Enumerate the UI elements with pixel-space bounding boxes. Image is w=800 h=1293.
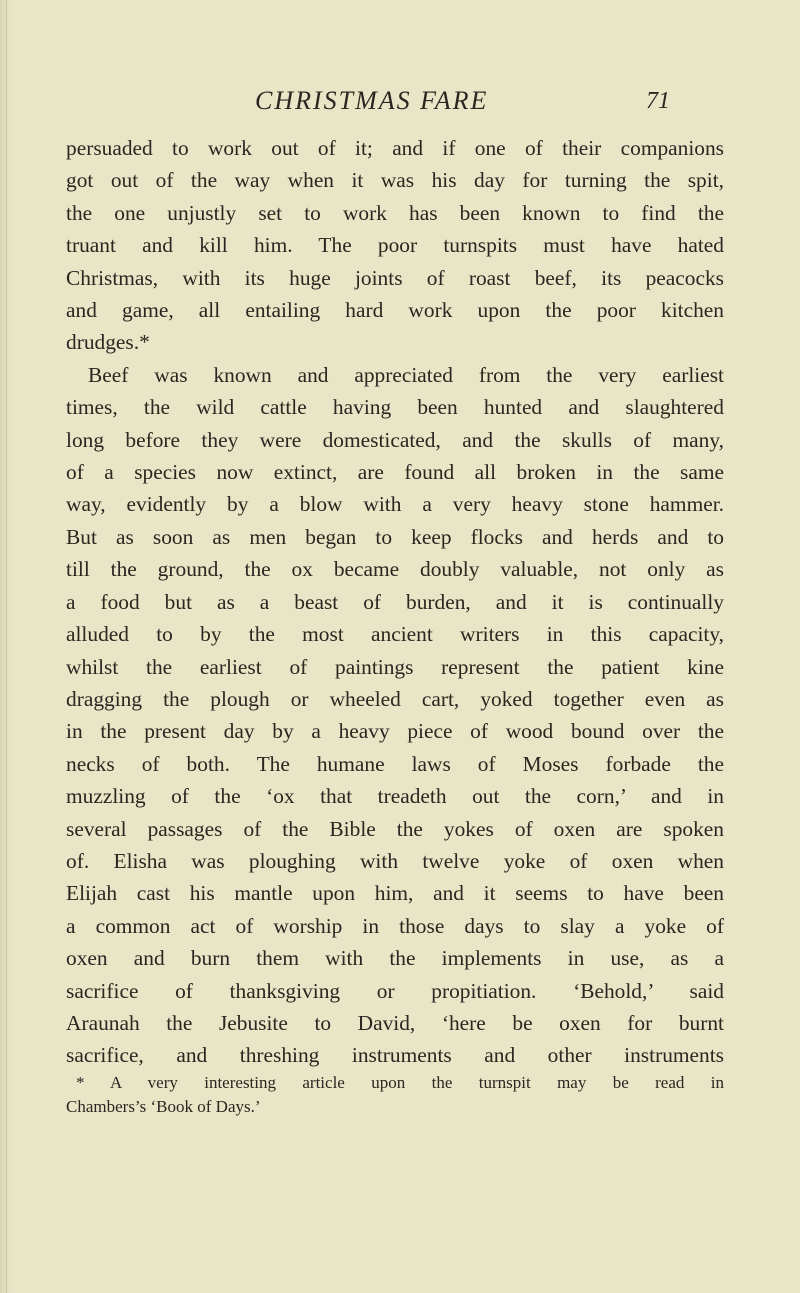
- body-line: sacrifice of thanksgiving or propitiation. ‘Behold,’ said: [66, 978, 724, 1003]
- body-line: of. Elisha was ploughing with twelve yoke of oxen when: [66, 848, 724, 873]
- body-line: Araunah the Jebusite to David, ‘here be oxen for burnt: [66, 1010, 724, 1035]
- body-line: the one unjustly set to work has been known to find the: [66, 200, 724, 225]
- body-line: times, the wild cattle having been hunted and slaughtered: [66, 395, 724, 420]
- body-line: till the ground, the ox became doubly valuable, not only as: [66, 557, 724, 582]
- body-line: oxen and burn them with the implements in use, as a: [66, 946, 724, 971]
- body-line: truant and kill him. The poor turnspits must have hated: [66, 233, 724, 258]
- body-line: necks of both. The humane laws of Moses forbade the: [66, 751, 724, 776]
- body-line: got out of the way when it was his day for turning the spit,: [66, 168, 724, 193]
- body-line: sacrifice, and threshing instruments and other instruments: [66, 1043, 724, 1068]
- page-number: 71: [646, 88, 670, 114]
- body-line: a food but as a beast of burden, and it is continually: [66, 589, 724, 614]
- body-text: [66, 132, 724, 1072]
- body-line: and game, all entailing hard work upon the poor kitchen: [66, 298, 724, 323]
- body-line: Beef was known and appreciated from the very earliest: [88, 362, 724, 387]
- body-line: several passages of the Bible the yokes of oxen are spoken: [66, 816, 724, 841]
- body-line: of a species now extinct, are found all broken in the same: [66, 460, 724, 485]
- body-line: muzzling of the ‘ox that treadeth out the corn,’ and in: [66, 784, 724, 809]
- body-line: in the present day by a heavy piece of wood bound over the: [66, 719, 724, 744]
- body-line: Elijah cast his mantle upon him, and it seems to have been: [66, 881, 724, 906]
- body-line: long before they were domesticated, and the skulls of many,: [66, 427, 724, 452]
- footnote-line: Chambers’s ‘Book of Days.’: [66, 1097, 261, 1116]
- body-line: But as soon as men began to keep flocks and herds and to: [66, 524, 724, 549]
- body-line: Christmas, with its huge joints of roast beef, its peacocks: [66, 265, 724, 290]
- body-line: a common act of worship in those days to slay a yoke of: [66, 913, 724, 938]
- page-edge: [0, 0, 14, 1293]
- running-head: [0, 86, 800, 126]
- body-line: persuaded to work out of it; and if one of their companions: [66, 136, 724, 160]
- body-line: whilst the earliest of paintings represent the patient kine: [66, 654, 724, 679]
- body-line: drudges.*: [66, 330, 150, 355]
- footnote: [66, 1071, 724, 1119]
- body-line: dragging the plough or wheeled cart, yoked together even as: [66, 686, 724, 711]
- footnote-line: * A very interesting article upon the turnspit may be read in: [76, 1073, 724, 1092]
- body-line: way, evidently by a blow with a very heavy stone hammer.: [66, 492, 724, 517]
- running-title: CHRISTMAS FARE: [255, 86, 489, 115]
- body-line: alluded to by the most ancient writers in this capacity,: [66, 622, 724, 647]
